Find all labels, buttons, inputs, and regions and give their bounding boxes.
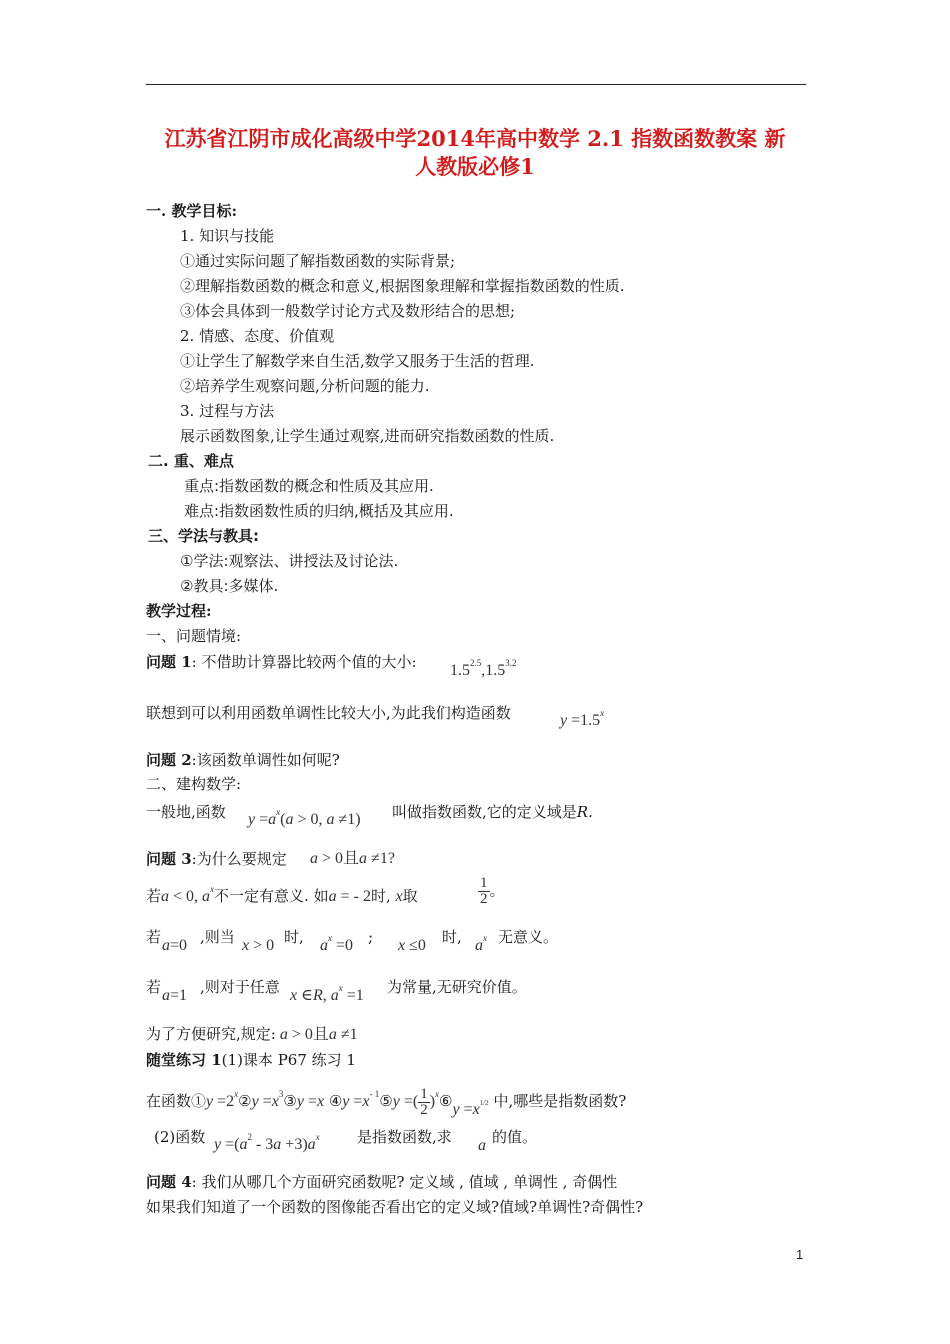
exercise-2-math: $y =(a^2 - 3a +3)a^x$: [214, 1132, 320, 1153]
section1-item-5: ②培养学生观察问题,分析问题的能力.: [180, 377, 430, 395]
section1-sub3: 3. 过程与方法: [180, 402, 275, 420]
question-1: 问题 1: 不借助计算器比较两个值的大小:: [146, 653, 417, 671]
case-3: 若: [146, 978, 162, 996]
question-1-math: $1.5^{2.5},1.5^{3.2}$: [450, 658, 517, 679]
case-2-result1: $a^x =0$: [320, 933, 354, 954]
question-3-math: a > 0且a ≠1?: [310, 850, 395, 867]
case-2-then: ,则当: [200, 928, 235, 946]
case-2-a-zero: a=0: [162, 937, 188, 954]
definition-math: $y =a^x(a > 0$, a ≠1): [248, 807, 361, 828]
definition-text: 一般地,函数: [146, 803, 226, 821]
case-2-semicolon: ;: [368, 928, 374, 946]
case-2: 若: [146, 928, 162, 946]
difficult-point: 难点:指数函数性质的归纳,概括及其应用.: [184, 502, 454, 520]
exercise-2-mid: 是指数函数,求: [357, 1128, 452, 1146]
exercise-2-var: a: [478, 1137, 486, 1154]
page-number: 1: [796, 1247, 804, 1262]
case-3-const: 为常量,无研究价值。: [387, 978, 527, 996]
section1-item-2: ②理解指数函数的概念和意义,根据图象理解和掌握指数函数的性质.: [180, 277, 625, 295]
associate-text: 联想到可以利用函数单调性比较大小,为此我们构造函数: [146, 704, 511, 722]
question-1-label: 问题 1: [146, 653, 192, 671]
case-2-when2: 时,: [442, 928, 462, 946]
case-1: 若a < 0, $a^x$不一定有意义. 如a = - 2时, x取: [146, 884, 418, 905]
case-2-cond1: x > 0: [242, 937, 275, 954]
case-2-ax: $a^x$: [475, 933, 487, 954]
section1-item-3: ③体会具体到一般数学讨论方式及数形结合的思想;: [180, 302, 516, 320]
case-1-fraction: $\frac{1}{2}$ 。: [480, 875, 505, 907]
section2-heading: 二. 重、难点: [148, 452, 234, 470]
case-2-cond2: x ≤0: [398, 937, 426, 954]
key-point: 重点:指数函数的概念和性质及其应用.: [184, 477, 434, 495]
case-3-a-one: a=1: [162, 987, 188, 1004]
exercise-question: 在函数①y $=2^x②y$ $=x^3③y =x$ ④y $=x^{- 1}⑤y$ =( $\frac{1}{2}$ )$^x$⑥y $=x^{1/2}$ 中,哪些是指数函数?: [146, 1086, 627, 1119]
section1-item-4: ①让学生了解数学来自生活,数学又服务于生活的哲理.: [180, 352, 535, 370]
definition-text-2: 叫做指数函数,它的定义域是R.: [392, 803, 593, 821]
exercise-2-post: 的值。: [492, 1128, 538, 1146]
process-heading: 教学过程:: [146, 602, 212, 620]
question-2: 问题 2:该函数单调性如何呢?: [146, 751, 340, 769]
associate-math: $y =1.5^x$: [560, 708, 605, 729]
section1-sub1: 1. 知识与技能: [180, 227, 275, 245]
header-rule: [146, 84, 806, 85]
learning-method: ①学法:观察法、讲授法及讨论法.: [180, 552, 399, 570]
convention: 为了方便研究,规定: a > 0且a ≠1: [146, 1025, 358, 1043]
part2-heading: 二、建构数学:: [146, 775, 242, 793]
question-3: 问题 3:为什么要规定: [146, 850, 287, 868]
document-title-line2: 人教版必修1: [415, 154, 535, 179]
section1-heading: 一. 教学目标:: [146, 202, 237, 220]
exercise-1: 随堂练习 1(1)课本 P67 练习 1: [146, 1051, 356, 1069]
case-3-math: x ∈R, $a^x =1$: [290, 983, 364, 1004]
document-title-line1: 江苏省江阴市成化高级中学2014年高中数学 2.1 指数函数教案 新: [164, 126, 786, 151]
section1-item-1: ①通过实际问题了解指数函数的实际背景;: [180, 252, 456, 270]
case-2-meaningless: 无意义。: [498, 928, 559, 946]
case-3-any: ,则对于任意: [200, 978, 280, 996]
section3-heading: 三、学法与教具:: [148, 527, 259, 545]
part1-heading: 一、问题情境:: [146, 627, 242, 645]
section1-process-text: 展示函数图象,让学生通过观察,进而研究指数函数的性质.: [180, 427, 555, 445]
case-2-when1: 时,: [284, 928, 304, 946]
question-4-line2: 如果我们知道了一个函数的图像能否看出它的定义域?值域?单调性?奇偶性?: [146, 1198, 644, 1216]
exercise-2: (2)函数: [154, 1128, 206, 1146]
section1-sub2: 2. 情感、态度、价值观: [180, 327, 335, 345]
question-4: 问题 4: 我们从哪几个方面研究函数呢? 定义域 , 值域 , 单调性 , 奇偶性: [146, 1173, 618, 1191]
teaching-tools: ②教具:多媒体.: [180, 577, 279, 595]
